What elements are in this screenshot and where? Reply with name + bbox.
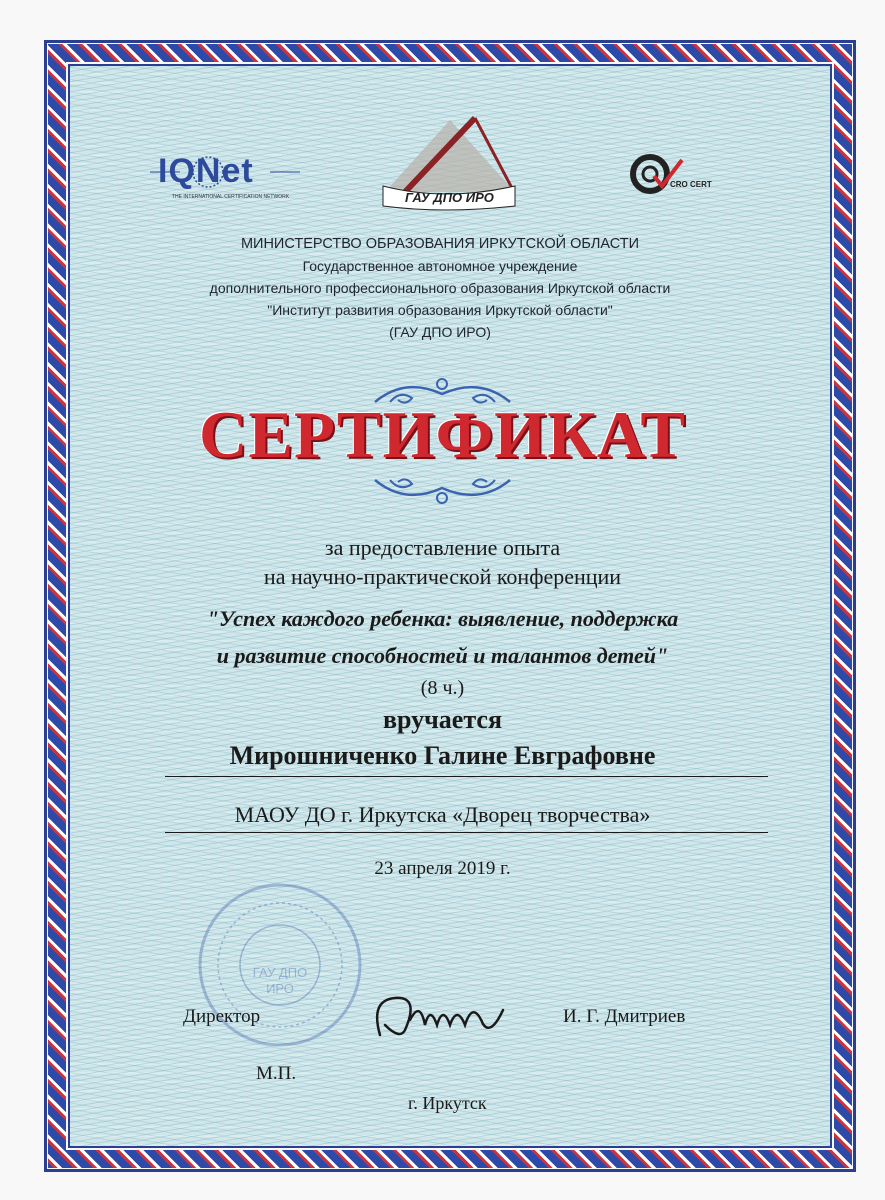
director-label: Директор bbox=[183, 1006, 261, 1027]
awarded-label: вручается bbox=[382, 705, 503, 734]
reason-line-2: на научно-практической конференции bbox=[263, 564, 622, 589]
issuer-header bbox=[150, 233, 730, 343]
crocert-name: CRO CERT bbox=[670, 180, 712, 189]
iro-logo-name: ГАУ ДПО ИРО bbox=[405, 190, 494, 205]
ministry-name: МИНИСТЕРСТВО ОБРАЗОВАНИЯ ИРКУТСКОЙ ОБЛАСТИ bbox=[240, 236, 640, 252]
crocert-logo bbox=[630, 150, 740, 200]
institution-abbr: (ГАУ ДПО ИРО) bbox=[389, 324, 491, 340]
ornament-bottom bbox=[370, 470, 515, 510]
seal-text: ГАУ ДПО ИРО bbox=[252, 965, 308, 996]
conference-title-line-1: "Успех каждого ребенка: выявление, поддержка bbox=[206, 606, 679, 631]
reason-line-1: за предоставление опыта bbox=[324, 535, 561, 560]
recipient-organization: МАОУ ДО г. Иркутска «Дворец творчества» bbox=[234, 802, 651, 827]
recipient-underline bbox=[165, 776, 768, 777]
iqnet-tagline: THE INTERNATIONAL CERTIFICATION NETWORK bbox=[172, 194, 290, 200]
institution-type: Государственное автономное учреждение bbox=[302, 258, 578, 274]
iqnet-brand: IQNet bbox=[158, 152, 254, 190]
hours: (8 ч.) bbox=[420, 677, 465, 699]
director-name: И. Г. Дмитриев bbox=[563, 1006, 686, 1027]
director-signature bbox=[365, 980, 510, 1050]
recipient-name: Мирошниченко Галине Евграфовне bbox=[229, 741, 656, 770]
institution-name: "Институт развития образования Иркутской области" bbox=[267, 302, 613, 318]
issue-date: 23 апреля 2019 г. bbox=[374, 858, 511, 879]
iqnet-logo bbox=[150, 150, 300, 210]
issue-city: г. Иркутск bbox=[408, 1093, 487, 1113]
stamp-place-label: М.П. bbox=[256, 1063, 297, 1084]
conference-title-line-2: и развитие способностей и талантов детей" bbox=[216, 643, 669, 668]
institution-scope: дополнительного профессионального образования Иркутской области bbox=[209, 280, 671, 296]
organization-underline bbox=[165, 832, 768, 833]
certificate-title: СЕРТИФИКАТ bbox=[198, 398, 687, 472]
iro-logo bbox=[375, 110, 525, 215]
